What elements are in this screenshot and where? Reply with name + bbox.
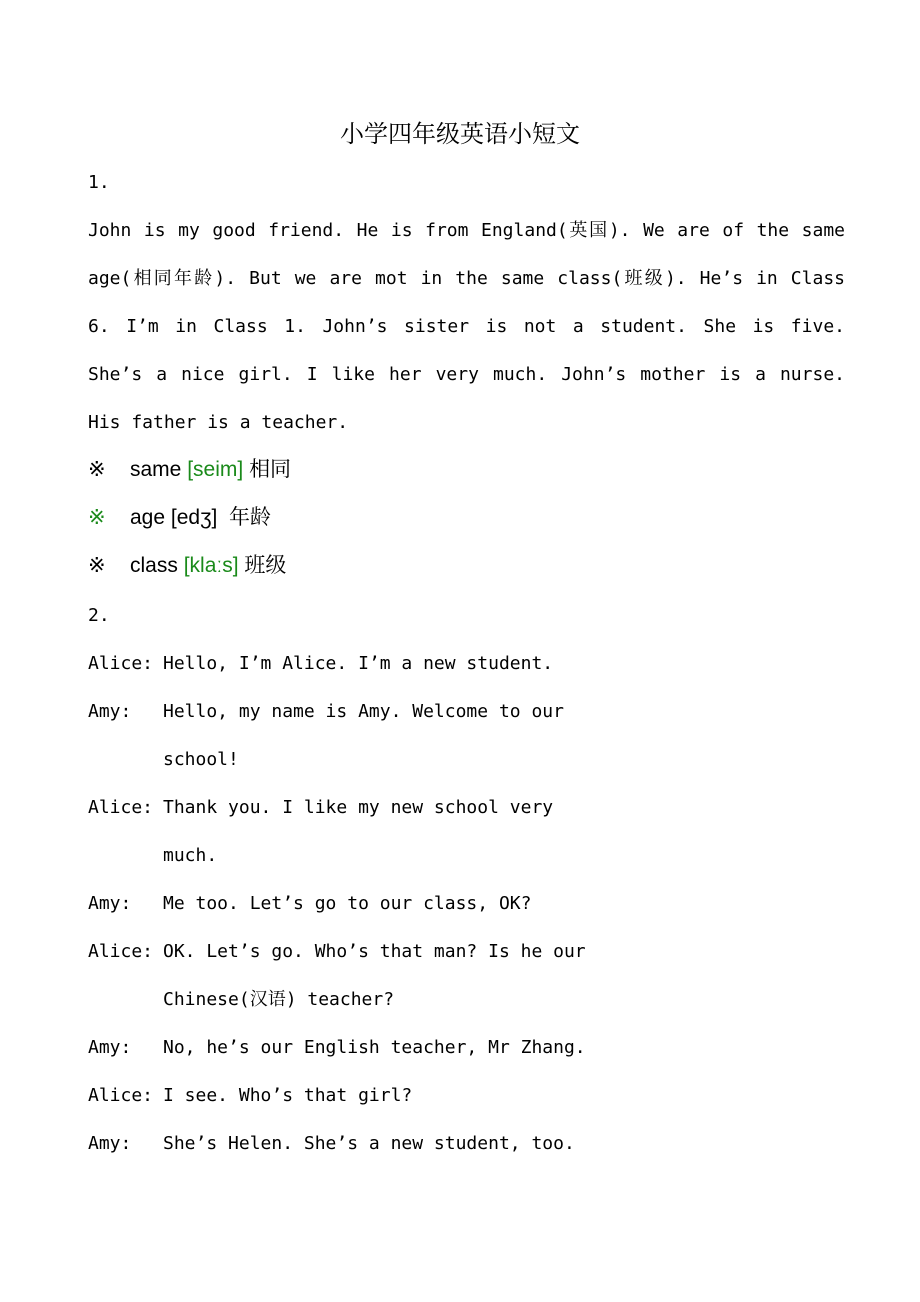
reference-mark-icon: ※: [88, 554, 106, 577]
vocab-word: same: [130, 458, 182, 481]
speaker-name: Alice:: [88, 1085, 154, 1106]
paragraph-line: age(相同年龄). But we are mot in the same class(班级). He’s in Class: [88, 268, 845, 289]
vocab-word: age: [130, 506, 166, 529]
speaker-name: Amy:: [88, 893, 132, 914]
dialogue-text: Hello, I’m Alice. I’m a new student.: [163, 653, 554, 674]
paragraph-line: 6. I’m in Class 1. John’s sister is not a student. She is five.: [88, 316, 845, 337]
speaker-name: Amy:: [88, 1037, 132, 1058]
dialogue-line: [88, 1081, 412, 1111]
paragraph-line: His father is a teacher.: [88, 412, 349, 433]
dialogue-line: [88, 937, 586, 967]
dialogue-text: Thank you. I like my new school very: [163, 797, 554, 818]
speaker-name: Alice:: [88, 653, 154, 674]
dialogue-text: Hello, my name is Amy. Welcome to our: [163, 701, 564, 722]
section-number: 1.: [88, 172, 110, 193]
dialogue-continuation: much.: [163, 845, 218, 866]
vocab-phonetic: [edʒ]: [170, 506, 218, 529]
vocab-item: [88, 550, 286, 582]
dialogue-line: [88, 793, 553, 823]
vocab-meaning: 年龄: [229, 506, 272, 529]
vocab-item: [88, 502, 271, 534]
vocab-phonetic: [klaːs]: [183, 554, 239, 577]
vocab-item: [88, 454, 291, 486]
section-number: 2.: [88, 605, 110, 626]
speaker-name: Alice:: [88, 797, 154, 818]
vocab-word: class: [130, 554, 178, 577]
dialogue-line: [88, 1129, 575, 1159]
page-title: 小学四年级英语小短文: [340, 120, 580, 148]
dialogue-text: Me too. Let’s go to our class, OK?: [163, 893, 532, 914]
reference-mark-icon: ※: [88, 506, 106, 529]
speaker-name: Alice:: [88, 941, 154, 962]
dialogue-continuation: Chinese(汉语) teacher?: [163, 989, 395, 1010]
vocab-phonetic: [seim]: [187, 458, 244, 481]
paragraph-line: John is my good friend. He is from England(英国). We are of the same: [88, 220, 845, 241]
dialogue-text: She’s Helen. She’s a new student, too.: [163, 1133, 575, 1154]
vocab-meaning: 班级: [244, 554, 287, 577]
speaker-name: Amy:: [88, 1133, 132, 1154]
vocab-meaning: 相同: [249, 458, 292, 481]
speaker-name: Amy:: [88, 701, 132, 722]
dialogue-continuation: school!: [163, 749, 239, 770]
reference-mark-icon: ※: [88, 458, 106, 481]
dialogue-text: OK. Let’s go. Who’s that man? Is he our: [163, 941, 586, 962]
dialogue-line: [88, 889, 531, 919]
paragraph-line: She’s a nice girl. I like her very much. John’s mother is a nurse.: [88, 364, 845, 385]
dialogue-text: I see. Who’s that girl?: [163, 1085, 413, 1106]
dialogue-text: No, he’s our English teacher, Mr Zhang.: [163, 1037, 586, 1058]
dialogue-line: [88, 649, 553, 679]
dialogue-line: [88, 1033, 586, 1063]
dialogue-line: [88, 697, 564, 727]
